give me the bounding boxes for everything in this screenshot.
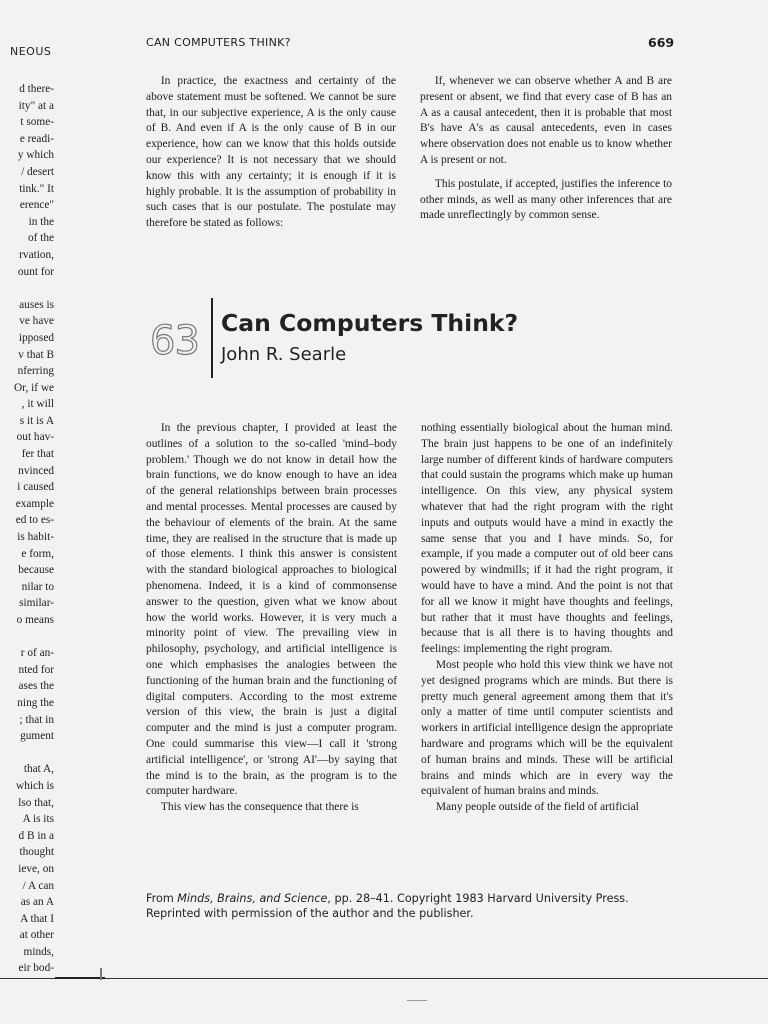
facing-page-line: ve have [19, 315, 54, 328]
top-right-column [420, 74, 672, 224]
facing-page-line: lso that, [18, 796, 54, 809]
source-line-2: Reprinted with permission of the author and the publisher. [146, 907, 474, 920]
chapter-number: 63 [150, 318, 199, 364]
facing-page-line: of the [27, 232, 54, 245]
source-suffix: , pp. 28–41. Copyright 1983 Harvard University Press. [327, 892, 629, 905]
facing-page-line: in the [28, 215, 54, 228]
facing-page-line [0, 280, 54, 297]
facing-page-line: ieve, on [18, 862, 54, 875]
facing-page-line: nferring [17, 365, 54, 378]
facing-page-line: as an A [20, 896, 54, 909]
facing-page-line: t some- [20, 116, 54, 129]
facing-page-line: ity" at a [18, 99, 54, 112]
binding-tick [100, 968, 102, 980]
facing-page-line: A is its [22, 813, 54, 826]
facing-page-line: A that I [20, 912, 54, 925]
running-head: CAN COMPUTERS THINK? [146, 36, 291, 49]
source-line-1 [146, 891, 629, 906]
facing-page-line: d B in a [18, 829, 54, 842]
facing-page-line: eir bod- [18, 962, 54, 975]
facing-page-line: / desert [21, 165, 54, 178]
facing-page-line: fer that [21, 448, 54, 461]
title-divider [211, 298, 213, 378]
paragraph: This postulate, if accepted, justifies the inference to other minds, as well as many other inferences that are made unreflectingly by common sense. [420, 177, 672, 222]
paragraph: nothing essentially biological about the human mind. The brain just happens to be one of an indefinitely large number of different kinds of hardware computers that could sustain the programs which make up human intelligence. On this view, any physical system whatever that had the right program with the right inputs and outputs would have a mind in exactly the same sense that you and I have minds. So, for example, if you made a computer out of old beer cans powered by windmills; if it had the right program, it would have to have a mind. And the point is not that for all we know it might have thoughts and feelings, but rather that it must have thoughts and feelings, because that is all there is to having thoughts and feelings: implementing the right program. [421, 422, 673, 656]
facing-page-line: ipposed [18, 331, 54, 344]
facing-page-line: erence" [19, 199, 54, 212]
facing-page-line [0, 629, 54, 646]
facing-page-line: o means [16, 614, 54, 626]
paragraph: This view has the consequence that there is [160, 801, 359, 814]
facing-page-line: ed to es- [15, 514, 54, 527]
facing-page-line: nted for [18, 663, 54, 676]
footer-mark [407, 1000, 427, 1001]
facing-page-line: similar- [19, 597, 54, 610]
page-number: 669 [648, 35, 675, 50]
facing-page-line: ases the [18, 680, 54, 693]
facing-page-line [0, 745, 54, 762]
source-note [146, 891, 629, 921]
facing-page-line: ning the [17, 696, 54, 709]
facing-page-line: / A can [22, 879, 54, 892]
page-bottom-rule-accent [55, 977, 105, 979]
facing-page-line: s it is A [19, 414, 54, 427]
facing-page-line: rvation, [19, 248, 54, 261]
facing-page-line: out hav- [16, 431, 54, 444]
facing-page-line: gument [20, 730, 54, 743]
source-prefix: From [146, 892, 178, 905]
facing-page-line: nvinced [18, 464, 54, 477]
body-left-column [146, 421, 397, 816]
facing-page-heading: NEOUS [10, 45, 52, 58]
facing-page-line: which is [16, 779, 54, 792]
facing-page-line: because [18, 564, 54, 577]
facing-page-line: d there- [19, 83, 54, 95]
facing-page-line: thought [19, 846, 54, 859]
facing-page-line: at other [19, 929, 54, 942]
facing-page-line: nilar to [21, 580, 54, 593]
paragraph: Most people who hold this view think we have not yet designed programs which are minds. But there is pretty much general agreement among them that it's only a matter of time until computer scientists and workers in artificial intelligence design the appropriate hardware and programs which will be the equivalent of human brains and minds. These will be artificial brains and minds which are in every way the equivalent of human brains and minds. [421, 658, 673, 798]
body-right-column [421, 421, 673, 816]
facing-page-line: v that B [18, 348, 54, 361]
top-left-column [146, 74, 396, 232]
paragraph: Many people outside of the field of artificial [435, 801, 639, 814]
facing-page-line: minds, [23, 945, 54, 958]
facing-page-line: example [15, 497, 54, 510]
facing-page-line: e readi- [19, 132, 54, 145]
facing-page-line: is habit- [17, 531, 54, 544]
facing-page-line: auses is [19, 298, 54, 311]
paragraph: In practice, the exactness and certainty of the above statement must be softened. We cannot be sure that, in our subjective experience, A is the only cause of B. And even if A is the only cause of B in our experience, how can we know that this holds outside our experience? It is not necessary that we should know this with any certainty; it is enough if it is highly probable. It is the assumption of probability in such cases that is our postulate. The postulate may therefore be stated as follows: [146, 75, 396, 230]
facing-page-line: that A, [23, 763, 54, 776]
facing-page-line: tink." It [19, 182, 54, 195]
facing-page-line: y which [17, 149, 54, 162]
facing-page-line: e form, [21, 547, 54, 560]
paragraph: If, whenever we can observe whether A and B are present or absent, we find that every case of B has an A as a causal antecedent, then it is probable that most B's have A's as causal antecedents, even in cases where observation does not enable us to know whether A is present or not. [420, 75, 672, 166]
facing-page-line: r of an- [20, 647, 54, 660]
page-bottom-rule [0, 978, 768, 979]
facing-page-text [0, 81, 54, 977]
facing-page-line: ; that in [19, 713, 54, 726]
source-book-title: Minds, Brains, and Science [177, 892, 328, 905]
chapter-title: Can Computers Think? [221, 309, 519, 337]
paragraph: In the previous chapter, I provided at least the outlines of a solution to the so-called 'mind–body problem.' Though we do not know in detail how the brain functions, we do know enough to have an idea of the general relationships between brain processes and mental processes. Mental processes are caused by the behaviour of elements of the brain. At the same time, they are realised in the structure that is made up of those elements. I think this answer is consistent with the standard biological approaches to biological phenomena. Indeed, it is a kind of commonsense answer to the question, given what we know about how the world works. However, it is very much a minority point of view. The prevailing view in philosophy, psychology, and artificial intelligence is one which emphasises the analogies between the functioning of the human brain and the functioning of digital computers. According to the most extreme version of this view, the brain is just a digital computer and the mind is just a computer program. One could summarise this view—I call it 'strong artificial intelligence', or 'strong AI'—by saying that the mind is to the brain, as the program is to the computer hardware. [146, 422, 397, 798]
chapter-author: John R. Searle [221, 344, 347, 365]
facing-page-line: , it will [21, 398, 54, 411]
facing-page-line: Or, if we [13, 381, 54, 394]
facing-page-line: i caused [17, 481, 54, 494]
facing-page-line: ount for [17, 265, 54, 278]
